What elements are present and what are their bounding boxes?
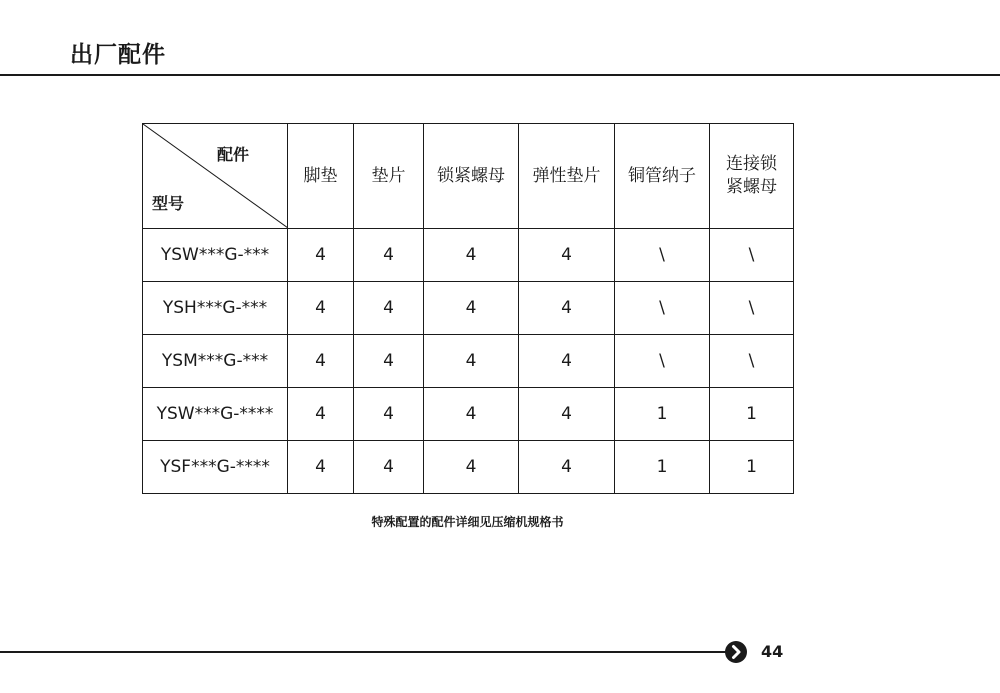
column-header-label: 弹性垫片 [532,165,601,186]
column-header [615,124,710,229]
value-cell: 1 [615,388,710,441]
value-cell: 4 [424,388,519,441]
value-cell: 4 [354,335,424,388]
value-cell: \ [710,282,794,335]
value-cell: 1 [615,441,710,494]
value-cell: 4 [354,282,424,335]
model-cell: YSH***G-*** [143,282,288,335]
value-cell: \ [710,229,794,282]
corner-label-accessories: 配件 [216,145,249,164]
footer-divider [0,651,728,653]
value-cell: 4 [288,388,354,441]
accessories-table [142,123,794,494]
table-row [143,441,794,494]
footnote: 特殊配置的配件详细见压缩机规格书 [371,515,564,529]
value-cell: 4 [424,441,519,494]
model-cell: YSW***G-**** [143,388,288,441]
value-cell: 1 [710,441,794,494]
value-cell: 4 [519,441,615,494]
column-header [288,124,354,229]
value-cell: 4 [288,441,354,494]
header-divider [0,74,1000,76]
model-cell: YSM***G-*** [143,335,288,388]
value-cell: 4 [519,335,615,388]
table-row [143,282,794,335]
column-header-label: 铜管纳子 [628,165,696,186]
model-cell: YSF***G-**** [143,441,288,494]
value-cell: 4 [424,335,519,388]
value-cell: \ [615,335,710,388]
value-cell: \ [615,282,710,335]
page-number: 44 [761,642,784,661]
value-cell: 4 [288,229,354,282]
value-cell: 4 [354,388,424,441]
value-cell: \ [710,335,794,388]
value-cell: 4 [424,229,519,282]
model-cell: YSW***G-*** [143,229,288,282]
table-row [143,335,794,388]
value-cell: \ [615,229,710,282]
value-cell: 4 [519,282,615,335]
value-cell: 4 [519,388,615,441]
column-header-label: 锁紧螺母 [437,165,505,186]
value-cell: 4 [354,441,424,494]
chevron-right-icon [725,641,747,663]
value-cell: 4 [424,282,519,335]
corner-header-cell [143,124,288,229]
corner-label-model: 型号 [152,194,185,213]
page-title: 出厂配件 [70,42,166,68]
value-cell: 1 [710,388,794,441]
column-header [424,124,519,229]
table-row [143,388,794,441]
column-header [519,124,615,229]
column-header-label: 脚垫 [303,165,338,186]
table-row [143,229,794,282]
column-header-label: 垫片 [371,165,406,186]
value-cell: 4 [354,229,424,282]
table-header-row [143,124,794,229]
column-header [710,124,794,229]
column-header [354,124,424,229]
value-cell: 4 [288,282,354,335]
value-cell: 4 [519,229,615,282]
value-cell: 4 [288,335,354,388]
column-header-label: 连接锁 [726,154,777,174]
column-header-label-line2: 紧螺母 [726,177,777,197]
